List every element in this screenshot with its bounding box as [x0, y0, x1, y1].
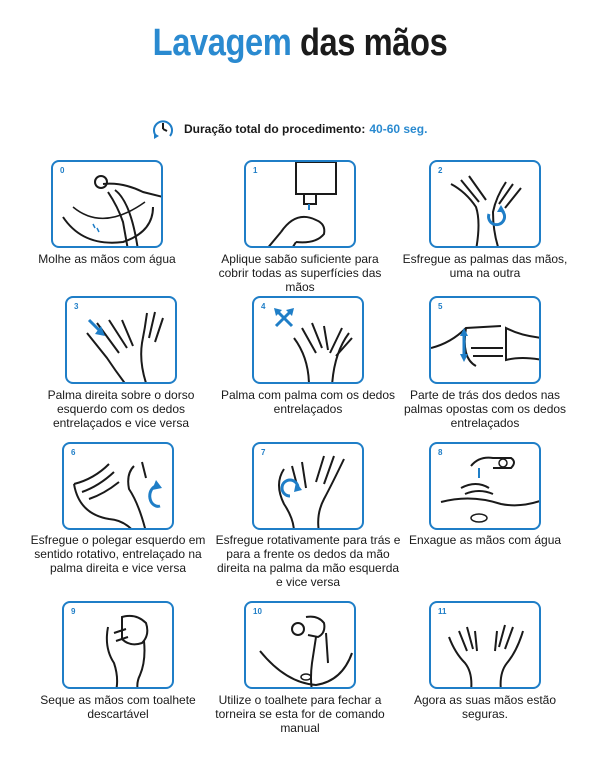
clean-hands-icon: [431, 603, 541, 689]
step-number: 10: [253, 607, 262, 616]
step-6-card: [62, 442, 174, 530]
step-7-caption: Esfregue rotativamente para trás e para a frente os dedos da mão direita na palma da mão esquerda e vice versa: [215, 533, 401, 589]
page-title: [42, 22, 558, 65]
step-3-caption: Palma direita sobre o dorso esquerdo com os dedos entrelaçados e vice versa: [47, 388, 195, 430]
step-number: 7: [261, 448, 266, 457]
duration-value: 40-60 seg.: [369, 122, 428, 136]
backs-of-fingers-icon: [431, 298, 541, 384]
step-0-caption: Molhe as mãos com água: [38, 252, 176, 266]
step-10-card: [244, 601, 356, 689]
rotate-thumb-icon: [64, 444, 174, 530]
fingertips-palm-icon: [254, 444, 364, 530]
step-10-caption: Utilize o toalhete para fechar a torneira se esta for de comando manual: [215, 693, 385, 735]
rinse-hands-icon: [431, 444, 541, 530]
step-5-caption: Parte de trás dos dedos nas palmas opostas com os dedos entrelaçados: [403, 388, 567, 430]
palm-over-back-icon: [67, 298, 177, 384]
step-number: 11: [438, 607, 447, 616]
step-2-caption: Esfregue as palmas das mãos, uma na outra: [402, 252, 568, 280]
dry-towel-icon: [64, 603, 174, 689]
step-7-card: [252, 442, 364, 530]
step-4-caption: Palma com palma com os dedos entrelaçados: [220, 388, 396, 416]
step-11-card: [429, 601, 541, 689]
step-9-caption: Seque as mãos com toalhete descartável: [40, 693, 196, 721]
step-number: 2: [438, 166, 443, 175]
step-number: 4: [261, 302, 266, 311]
interlaced-fingers-icon: [254, 298, 364, 384]
step-8-caption: Enxague as mãos com água: [408, 533, 562, 547]
step-number: 8: [438, 448, 443, 457]
soap-dispenser-icon: [246, 162, 356, 248]
step-4-card: [252, 296, 364, 384]
step-number: 5: [438, 302, 443, 311]
step-3-card: [65, 296, 177, 384]
wet-hands-sink-icon: [53, 162, 163, 248]
clock-arrow-icon: [150, 116, 176, 142]
step-2-card: [429, 160, 541, 248]
rub-palms-icon: [431, 162, 541, 248]
step-number: 6: [71, 448, 76, 457]
step-0-card: [51, 160, 163, 248]
close-tap-icon: [246, 603, 356, 689]
duration-label: Duração total do procedimento:: [184, 122, 366, 136]
step-6-caption: Esfregue o polegar esquerdo em sentido rotativo, entrelaçado na palma direita e vice versa: [30, 533, 206, 575]
step-11-caption: Agora as suas mãos estão seguras.: [413, 693, 557, 721]
step-5-card: [429, 296, 541, 384]
step-1-caption: Aplique sabão suficiente para cobrir todas as superfícies das mãos: [218, 252, 382, 294]
duration-line: [150, 116, 427, 142]
step-1-card: [244, 160, 356, 248]
step-number: 9: [71, 607, 76, 616]
step-8-card: [429, 442, 541, 530]
step-number: 0: [60, 166, 65, 175]
step-number: 1: [253, 166, 258, 175]
step-number: 3: [74, 302, 79, 311]
step-9-card: [62, 601, 174, 689]
title-word-das-maos: das mãos: [300, 22, 448, 64]
title-word-lavagem: Lavagem: [152, 22, 292, 64]
